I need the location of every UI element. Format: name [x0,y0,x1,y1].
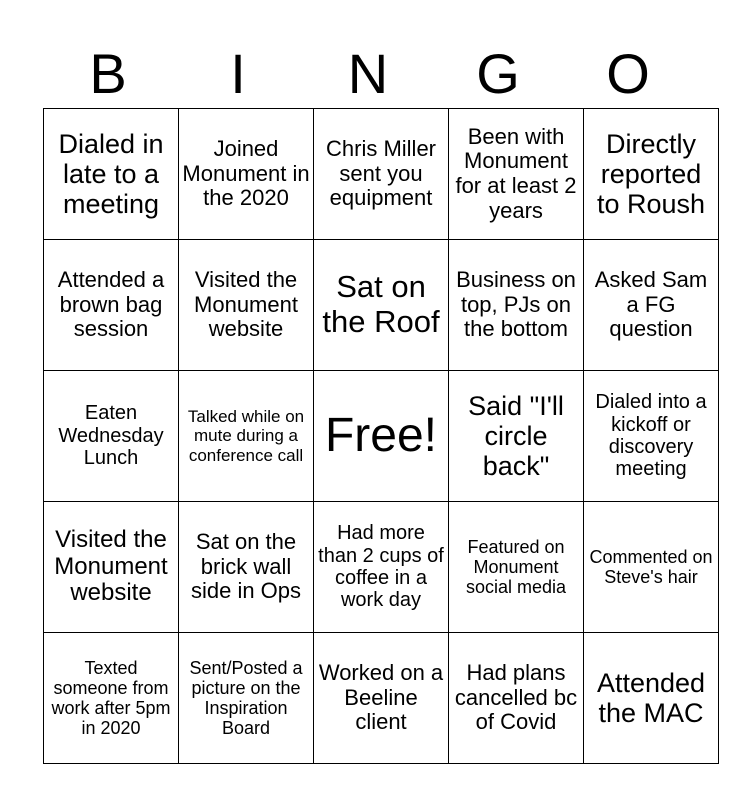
bingo-header [43,40,693,108]
bingo-cell: Said "I'll circle back" [449,371,584,502]
free-cell: Free! [314,371,449,502]
bingo-cell: Asked Sam a FG question [584,240,719,371]
header-letter-o: O [606,42,650,105]
bingo-cell: Featured on Monument social media [449,502,584,633]
bingo-cell: Commented on Steve's hair [584,502,719,633]
bingo-cell: Visited the Monument website [179,240,314,371]
header-letter-g: G [476,42,520,105]
grid-row [44,633,719,764]
bingo-cell: Sat on the Roof [314,240,449,371]
bingo-cell: Visited the Monument website [44,502,179,633]
bingo-cell: Dialed into a kickoff or discovery meeting [584,371,719,502]
header-letter-n: N [347,42,389,105]
header-letter-b: B [89,42,127,105]
grid-row [44,371,719,502]
bingo-cell: Been with Monument for at least 2 years [449,109,584,240]
bingo-cell: Joined Monument in the 2020 [179,109,314,240]
grid-row [44,109,719,240]
bingo-cell: Dialed in late to a meeting [44,109,179,240]
bingo-cell: Chris Miller sent you equipment [314,109,449,240]
bingo-cell: Texted someone from work after 5pm in 2020 [44,633,179,764]
header-letter-i: I [230,42,246,105]
bingo-cell: Worked on a Beeline client [314,633,449,764]
bingo-cell: Business on top, PJs on the bottom [449,240,584,371]
bingo-grid [43,108,719,764]
bingo-cell: Directly reported to Roush [584,109,719,240]
grid-row [44,240,719,371]
bingo-cell: Had more than 2 cups of coffee in a work day [314,502,449,633]
bingo-cell: Had plans cancelled bc of Covid [449,633,584,764]
bingo-cell: Talked while on mute during a conference call [179,371,314,502]
bingo-cell: Sat on the brick wall side in Ops [179,502,314,633]
bingo-cell: Attended a brown bag session [44,240,179,371]
bingo-cell: Attended the MAC [584,633,719,764]
bingo-cell: Sent/Posted a picture on the Inspiration Board [179,633,314,764]
bingo-cell: Eaten Wednesday Lunch [44,371,179,502]
grid-row [44,502,719,633]
